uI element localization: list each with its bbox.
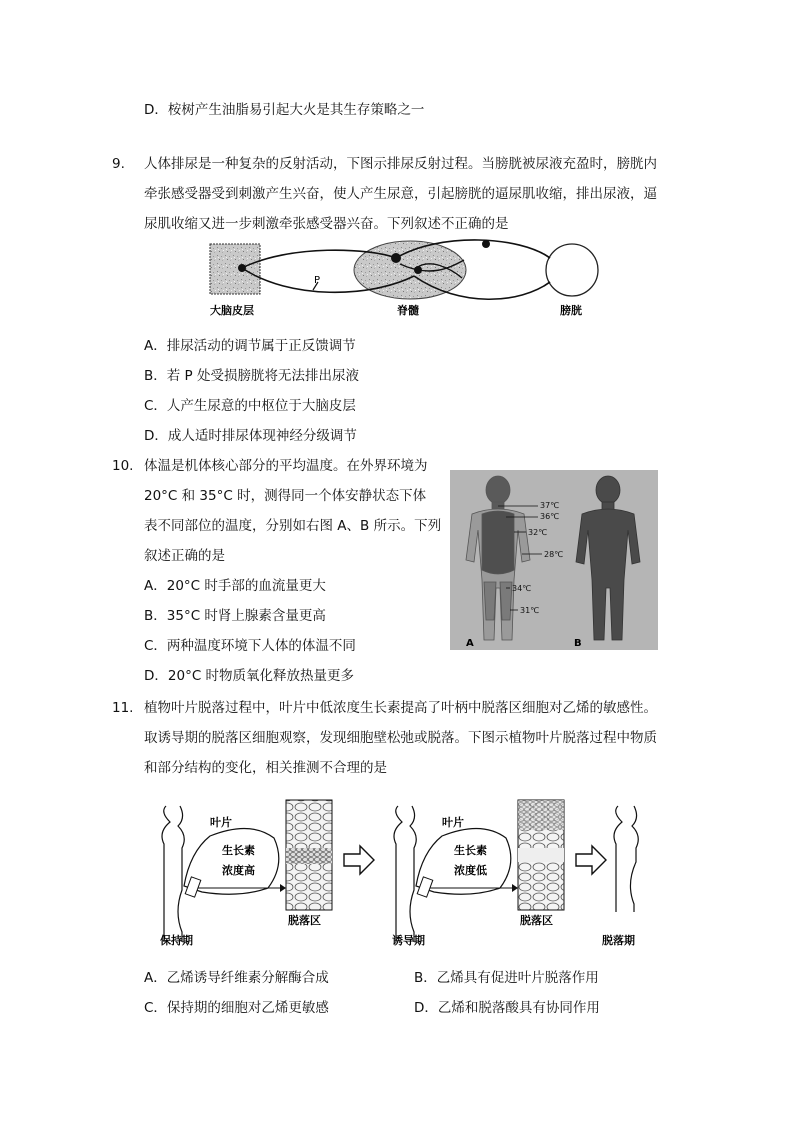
q10-stem-line1: 体温是机体核心部分的平均温度。在外界环境为: [144, 458, 428, 474]
stage-arrow-1: [344, 846, 374, 874]
zone-label-2: 脱落区: [520, 914, 553, 927]
label-p: P: [314, 275, 321, 286]
q10-stem-line4: 叙述正确的是: [144, 548, 225, 564]
bladder-circle: [546, 244, 598, 296]
q11-stem-line3: 和部分结构的变化，相关推测不合理的是: [144, 760, 387, 776]
q9-option-a[interactable]: A．排尿活动的调节属于正反馈调节: [144, 338, 356, 354]
q9-stem-line3: 尿肌收缩又进一步刺激牵张感受器兴奋。下列叙述不正确的是: [144, 216, 509, 232]
label-cerebral-cortex: 大脑皮层: [210, 304, 254, 317]
q9-option-d[interactable]: D．成人适时排尿体现神经分级调节: [144, 428, 357, 444]
q10-option-c[interactable]: C．两种温度环境下人体的体温不同: [144, 638, 356, 654]
conc-high-label: 浓度高: [222, 864, 255, 877]
stage-label-2: 诱导期: [392, 934, 425, 947]
temp-36: 36℃: [540, 512, 560, 521]
leaf-label-2: 叶片: [442, 816, 464, 829]
q9-stem-line1: 人体排尿是一种复杂的反射活动，下图示排尿反射过程。当膀胱被尿液充盈时，膀胱内: [144, 156, 657, 172]
q9-reflex-diagram: [200, 238, 620, 320]
q11-option-c[interactable]: C．保持期的细胞对乙烯更敏感: [144, 1000, 329, 1016]
stem-3: [614, 806, 638, 912]
q8-option-d: D．桉树产生油脂易引起大火是其生存策略之一: [144, 102, 425, 118]
temp-28: 28℃: [544, 550, 564, 559]
q11-option-a[interactable]: A．乙烯诱导纤维素分解酶合成: [144, 970, 329, 986]
zone-label-1: 脱落区: [288, 914, 321, 927]
q9-number: 9.: [112, 156, 125, 172]
q11-number: 11.: [112, 700, 134, 716]
stem-1: [162, 806, 184, 942]
auxin-label-2: 生长素: [454, 844, 487, 857]
q10-option-a[interactable]: A．20°C 时手部的血流量更大: [144, 578, 326, 594]
stage-label-3: 脱落期: [602, 934, 635, 947]
temp-37: 37℃: [540, 501, 560, 510]
leaf-label-1: 叶片: [210, 816, 232, 829]
conc-low-label: 浓度低: [454, 864, 487, 877]
label-bladder: 膀胱: [560, 304, 582, 317]
q10-stem-line2: 20°C 和 35°C 时，测得同一个体安静状态下体: [144, 488, 427, 504]
auxin-label-1: 生长素: [222, 844, 255, 857]
q10-option-d[interactable]: D．20°C 时物质氧化释放热量更多: [144, 668, 355, 684]
q10-number: 10.: [112, 458, 134, 474]
q11-option-b[interactable]: B．乙烯具有促进叶片脱落作用: [414, 970, 599, 986]
q9-stem-line2: 牵张感受器受到刺激产生兴奋，使人产生尿意，引起膀胱的逼尿肌收缩，排出尿液，逼: [144, 186, 657, 202]
temp-34: 34℃: [512, 584, 532, 593]
label-b: B: [574, 638, 582, 649]
label-spinal-cord: 脊髓: [397, 304, 419, 317]
cerebral-cortex-box: [210, 244, 260, 294]
q10-stem-line3: 表不同部位的温度，分别如右图 A、B 所示。下列: [144, 518, 442, 534]
stage-label-1: 保持期: [160, 934, 193, 947]
stem-2: [394, 806, 416, 942]
temp-31: 31℃: [520, 606, 540, 615]
q9-option-c[interactable]: C．人产生尿意的中枢位于大脑皮层: [144, 398, 356, 414]
stage-arrow-2: [576, 846, 606, 874]
q10-body-temperature-figure: [450, 470, 658, 650]
q10-option-b[interactable]: B．35°C 时肾上腺素含量更高: [144, 608, 326, 624]
q11-leaf-abscission-diagram: [140, 792, 660, 952]
q11-stem-line1: 植物叶片脱落过程中，叶片中低浓度生长素提高了叶柄中脱落区细胞对乙烯的敏感性。: [144, 700, 657, 716]
q9-option-b[interactable]: B．若 P 处受损膀胱将无法排出尿液: [144, 368, 359, 384]
q11-option-d[interactable]: D．乙烯和脱落酸具有协同作用: [414, 1000, 600, 1016]
temp-32: 32℃: [528, 528, 548, 537]
label-a: A: [466, 638, 474, 649]
q11-stem-line2: 取诱导期的脱落区细胞观察，发现细胞壁松弛或脱落。下图示植物叶片脱落过程中物质: [144, 730, 657, 746]
